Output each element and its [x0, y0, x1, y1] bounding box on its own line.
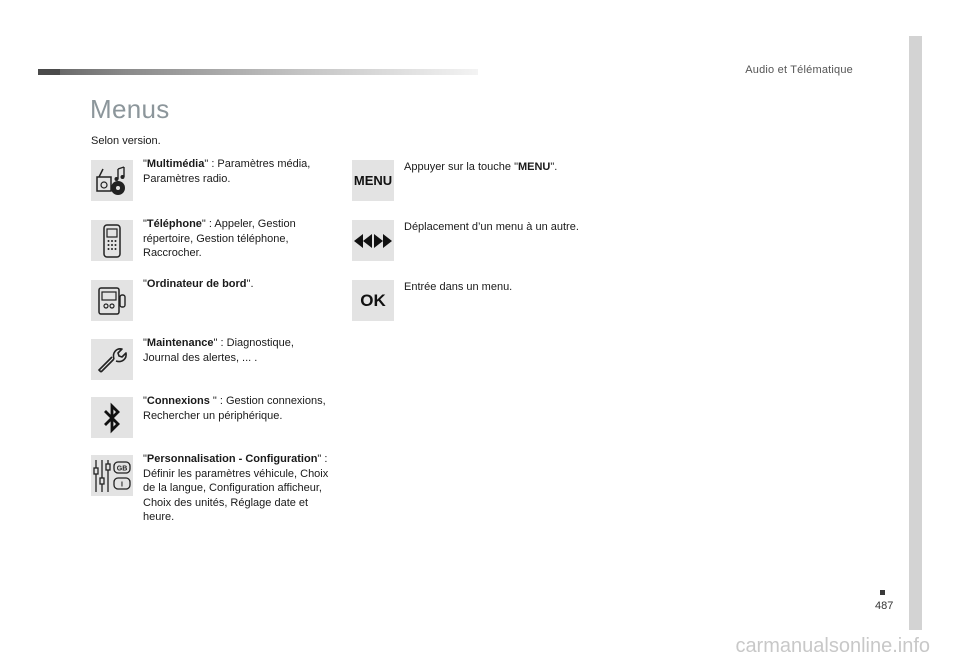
- side-tab-strip: [909, 36, 922, 630]
- trip-computer-icon: [91, 280, 133, 321]
- menu-item-trip-computer: [91, 280, 333, 321]
- svg-text:I: I: [121, 481, 123, 488]
- menu-button-label: MENU: [353, 173, 393, 188]
- menu-item-personalisation: [91, 455, 333, 525]
- button-description: Déplacement d’un menu à un autre.: [404, 221, 579, 233]
- menu-item-text: "Connexions " : Gestion connexions, Rechercher un périphérique.: [143, 395, 326, 422]
- page-title: Menus: [90, 94, 170, 124]
- page-marker: [880, 590, 885, 595]
- page-number: 487: [875, 600, 894, 612]
- arrows-icon: [352, 220, 394, 261]
- intro-text: Selon version.: [91, 135, 161, 147]
- header-section-title: Audio et Télématique: [745, 64, 853, 76]
- bluetooth-icon: [91, 397, 133, 438]
- button-row-menu: [352, 160, 644, 201]
- menu-item-text: "Maintenance" : Diagnostique, Journal des alertes, ... .: [143, 337, 294, 364]
- menu-item-text: "Ordinateur de bord".: [143, 278, 254, 290]
- wrench-icon: [91, 339, 133, 380]
- menu-item-text: "Téléphone" : Appeler, Gestion répertoire, Gestion téléphone, Raccrocher.: [143, 218, 296, 259]
- svg-text:GB: GB: [116, 465, 128, 472]
- menu-item-text: "Multimédia" : Paramètres média, Paramètres radio.: [143, 158, 311, 185]
- menu-item-text: "Personnalisation - Configuration" : Définir les paramètres véhicule, Choix de la langue, Configuration afficheur, Choix des unités, Réglage date et heure.: [143, 453, 329, 523]
- ok-button-icon: [352, 280, 394, 321]
- button-description: Entrée dans un menu.: [404, 281, 513, 293]
- button-row-arrows: [352, 220, 644, 261]
- multimedia-icon: [91, 160, 133, 201]
- menu-item-connections: [91, 397, 333, 438]
- menu-item-multimedia: [91, 160, 333, 201]
- menu-item-maintenance: [91, 339, 333, 380]
- telephone-icon: [91, 220, 133, 261]
- ok-button-label: OK: [360, 290, 386, 310]
- menu-button-icon: [352, 160, 394, 201]
- watermark: carmanualsonline.info: [735, 635, 930, 657]
- menu-item-telephone: [91, 220, 333, 261]
- button-description: Appuyer sur la touche "MENU".: [404, 161, 558, 173]
- header-gradient-bar: [38, 69, 478, 75]
- button-row-ok: [352, 280, 644, 321]
- settings-icon: [91, 455, 133, 496]
